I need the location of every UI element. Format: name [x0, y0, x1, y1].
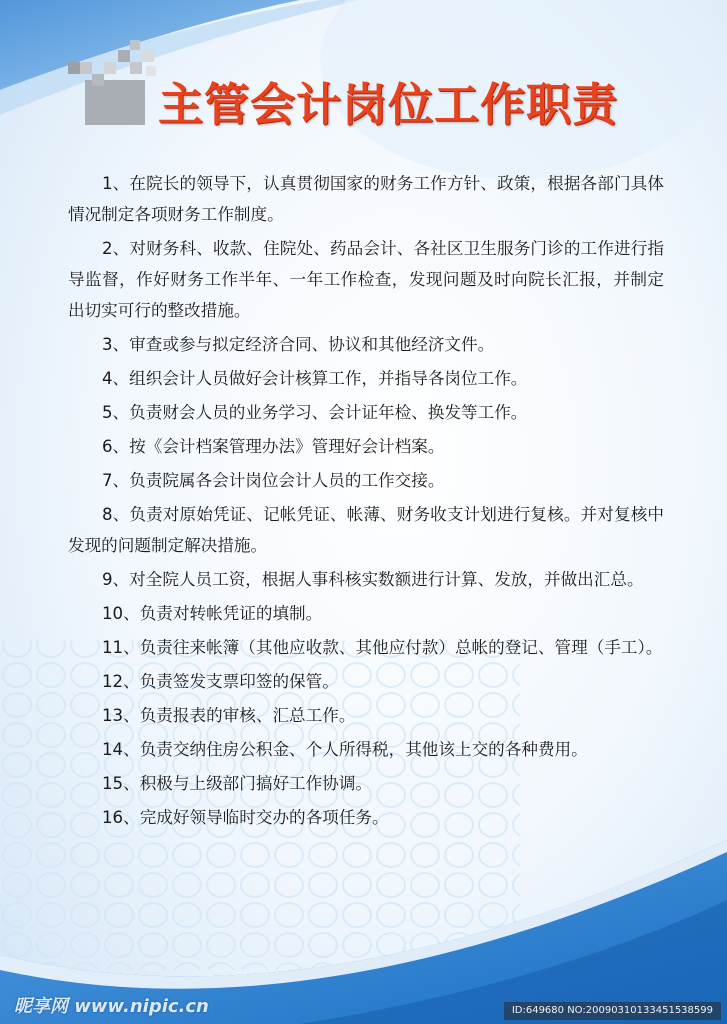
- duty-item: 1、在院长的领导下，认真贯彻国家的财务工作方针、政策，根据各部门具体情况制定各项财务工作制度。: [68, 174, 664, 224]
- duty-item: 5、负责财会人员的业务学习、会计证年检、换发等工作。: [102, 403, 528, 422]
- duty-item: 12、负责签发支票印签的保管。: [102, 672, 339, 691]
- duty-item: 9、对全院人员工资，根据人事科核实数额进行计算、发放，并做出汇总。: [102, 570, 644, 589]
- duty-item: 15、积极与上级部门搞好工作协调。: [102, 774, 373, 793]
- duty-item: 16、完成好领导临时交办的各项任务。: [102, 808, 389, 827]
- duty-item: 10、负责对转帐凭证的填制。: [102, 604, 323, 623]
- duty-item: 14、负责交纳住房公积金、个人所得税，其他该上交的各种费用。: [102, 740, 588, 759]
- duty-item: 2、对财务科、收款、住院处、药品会计、各社区卫生服务门诊的工作进行指导监督，作好财务工作半年、一年工作检查，发现问题及时向院长汇报，并制定出切实可行的整改措施。: [68, 239, 664, 320]
- duty-item: 3、审查或参与拟定经济合同、协议和其他经济文件。: [102, 335, 495, 354]
- watermark-logo: 昵享网 www.nipic.cn: [14, 996, 209, 1017]
- duty-item: 8、负责对原始凭证、记帐凭证、帐薄、财务收支计划进行复核。并对复核中发现的问题制定解决措施。: [68, 505, 664, 555]
- duty-item: 4、组织会计人员做好会计核算工作，并指导各岗位工作。: [102, 369, 528, 388]
- duty-list: [68, 168, 664, 836]
- duty-item: 11、负责往来帐簿（其他应收款、其他应付款）总帐的登记、管理（手工）。: [102, 638, 663, 657]
- duty-item: 6、按《会计档案管理办法》管理好会计档案。: [102, 437, 445, 456]
- duty-item: 13、负责报表的审核、汇总工作。: [102, 706, 356, 725]
- image-id-label: ID:649680 NO:20090310133451538599: [504, 1002, 721, 1020]
- page-title: 主管会计岗位工作职责: [158, 78, 619, 131]
- duty-item: 7、负责院属各会计岗位会计人员的工作交接。: [102, 471, 445, 490]
